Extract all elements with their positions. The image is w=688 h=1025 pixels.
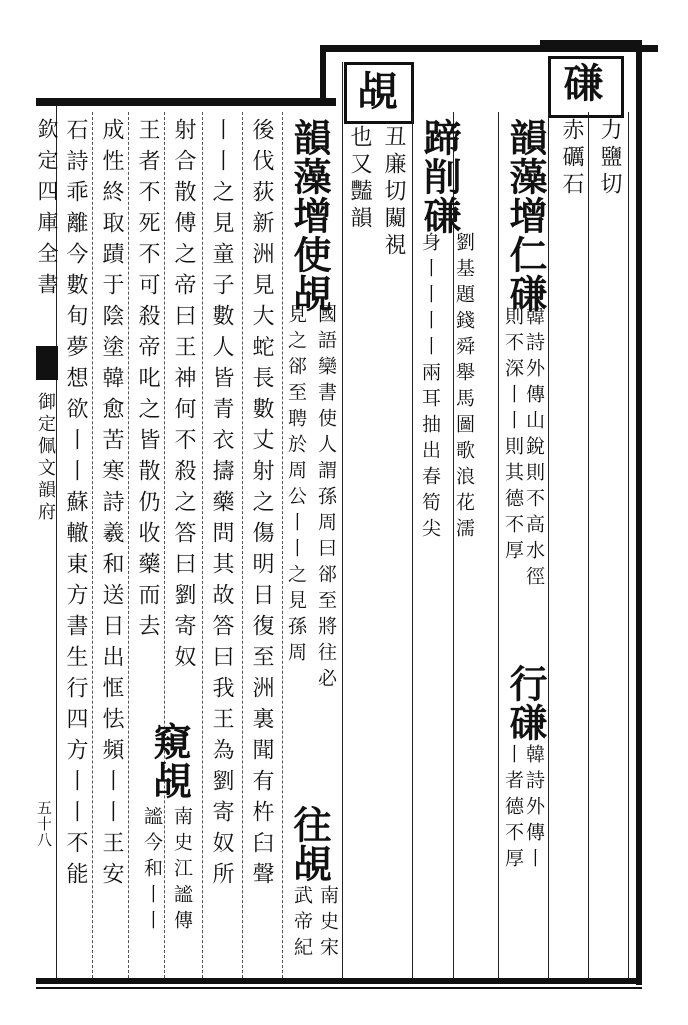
text-lian-1b: 則不深丨丨則其德不厚 xyxy=(502,306,524,566)
col-rule xyxy=(202,112,203,978)
body-xian-4: 王者不死不可殺帝叱之皆散仍收藥而去 xyxy=(135,118,160,645)
col-rule xyxy=(282,112,283,978)
col-rule xyxy=(548,112,549,978)
gloss-xian: 也又豔韻 xyxy=(347,125,372,233)
col-rule xyxy=(342,62,343,978)
top-border-outer xyxy=(320,45,658,52)
col-rule xyxy=(242,112,243,978)
text-lian-3a: 劉基題錢舜舉馬圖歌浪花濡 xyxy=(453,232,475,544)
word-xian-1: 韻藻增使覘 xyxy=(287,118,332,313)
book-title: 御定佩文韻府 xyxy=(35,392,56,524)
word-lian-3: 蹄削磏 xyxy=(417,118,462,235)
text-xian-2a: 南史宋 xyxy=(317,885,339,963)
top-border-inner xyxy=(36,98,336,106)
body-xian-2: 丨丨之見童子數人皆青衣擣藥問其故答曰我王為劉寄奴所 xyxy=(209,118,234,893)
fold-marker xyxy=(36,346,58,380)
col-rule xyxy=(412,112,413,978)
col-rule xyxy=(128,112,129,978)
body-xian-3: 射合散傅之帝曰王神何不殺之答曰劉寄奴 xyxy=(171,118,196,676)
word-xian-3: 窺覘 xyxy=(147,722,192,800)
col-rule xyxy=(498,112,499,978)
bottom-border xyxy=(36,978,642,984)
word-lian-1: 韻藻增仁磏 xyxy=(503,118,548,313)
col-rule xyxy=(92,112,93,978)
step-left xyxy=(320,45,326,105)
head-char-lian: 磏 xyxy=(557,62,604,102)
text-xian-2b: 武帝紀 xyxy=(291,885,313,963)
head-char-xian: 覘 xyxy=(351,70,398,110)
text-lian-2b: 丨者德不厚 xyxy=(502,744,524,874)
edition-title: 欽定四庫全書 xyxy=(35,118,59,304)
body-xian-5: 成性終取蹟于陰塗韓愈苦寒詩羲和送日出恇怯頻丨丨王安 xyxy=(99,118,124,893)
word-xian-2: 往覘 xyxy=(287,805,332,883)
reading-lian: 力鹽切 xyxy=(597,118,622,199)
body-xian-1: 後伐荻新洲見大蛇長數丈射之傷明日復至洲裏聞有杵臼聲 xyxy=(249,118,274,893)
text-lian-2a: 韓詩外傳丨 xyxy=(523,744,545,874)
body-xian-6: 石詩乖離今數旬夢想欲丨丨蘇轍東方書生行四方丨丨不能 xyxy=(63,118,88,893)
reading-xian: 丑廉切闚視 xyxy=(381,125,406,260)
col-rule xyxy=(164,112,165,978)
gloss-lian: 赤礪石 xyxy=(559,118,584,199)
top-border-right xyxy=(540,40,638,46)
text-xian-1a: 國語欒書使人謂孫周曰郤至將往必 xyxy=(315,304,337,694)
text-xian-3a: 南史江謐傳 xyxy=(171,806,193,936)
bottom-border-thin xyxy=(36,987,642,989)
text-xian-1b: 見之郤至聘於周公丨丨之見孫周 xyxy=(285,304,307,668)
text-xian-3b: 謐今和丨丨 xyxy=(141,806,163,936)
text-lian-1a: 韓詩外傳山銳則不高水徑 xyxy=(523,306,545,592)
right-border xyxy=(636,40,642,985)
page-number: 五十八 xyxy=(35,800,53,848)
col-rule xyxy=(628,112,629,978)
text-lian-3b: 身丨丨丨丨兩耳抽出春筍尖 xyxy=(419,232,441,544)
word-lian-2: 行磏 xyxy=(503,664,548,742)
col-rule xyxy=(588,112,589,978)
